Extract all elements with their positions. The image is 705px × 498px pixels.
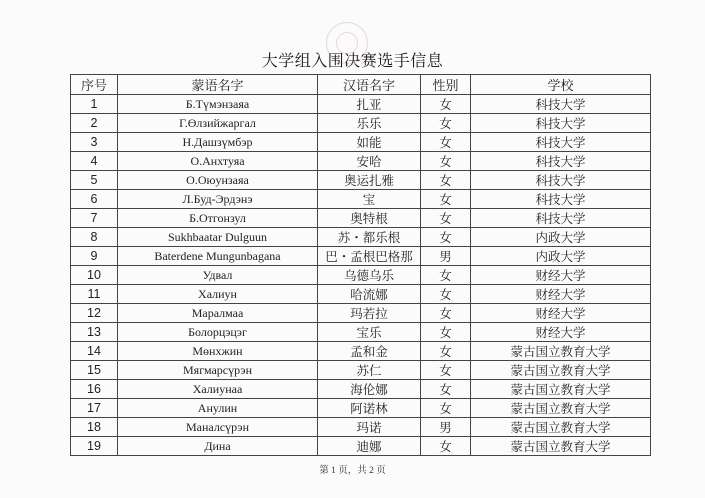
cell-index: 2	[71, 114, 118, 133]
cell-mongolian-name: Sukhbaatar Dulguun	[118, 228, 318, 247]
cell-gender: 女	[421, 228, 471, 247]
header-index: 序号	[71, 75, 118, 95]
cell-mongolian-name: Baterdene Mungunbagana	[118, 247, 318, 266]
cell-index: 11	[71, 285, 118, 304]
cell-chinese-name: 孟和金	[318, 342, 421, 361]
cell-mongolian-name: Б.Түмэнзаяа	[118, 95, 318, 114]
cell-chinese-name: 奥运扎雅	[318, 171, 421, 190]
cell-chinese-name: 海伦娜	[318, 380, 421, 399]
cell-index: 5	[71, 171, 118, 190]
cell-gender: 女	[421, 171, 471, 190]
table-row	[71, 323, 651, 342]
cell-chinese-name: 苏・都乐根	[318, 228, 421, 247]
cell-school: 内政大学	[471, 228, 651, 247]
cell-school: 内政大学	[471, 247, 651, 266]
cell-school: 蒙古国立教育大学	[471, 437, 651, 456]
table-row	[71, 361, 651, 380]
cell-school: 财经大学	[471, 304, 651, 323]
table-row	[71, 304, 651, 323]
table-row	[71, 437, 651, 456]
cell-mongolian-name: Дина	[118, 437, 318, 456]
cell-mongolian-name: Халиунаа	[118, 380, 318, 399]
cell-school: 财经大学	[471, 323, 651, 342]
cell-mongolian-name: Анулин	[118, 399, 318, 418]
cell-school: 蒙古国立教育大学	[471, 399, 651, 418]
cell-gender: 女	[421, 342, 471, 361]
table-row	[71, 380, 651, 399]
cell-school: 科技大学	[471, 133, 651, 152]
cell-chinese-name: 苏仁	[318, 361, 421, 380]
cell-chinese-name: 乐乐	[318, 114, 421, 133]
cell-chinese-name: 阿诺林	[318, 399, 421, 418]
page-footer: 第 1 页，共 2 页	[319, 466, 386, 476]
table-row	[71, 190, 651, 209]
table-row	[71, 342, 651, 361]
cell-school: 科技大学	[471, 171, 651, 190]
cell-index: 4	[71, 152, 118, 171]
cell-chinese-name: 巴・孟根巴格那	[318, 247, 421, 266]
header-mongolian-name: 蒙语名字	[118, 75, 318, 95]
cell-index: 18	[71, 418, 118, 437]
table-row	[71, 114, 651, 133]
cell-gender: 女	[421, 399, 471, 418]
cell-chinese-name: 哈流娜	[318, 285, 421, 304]
header-school: 学校	[471, 75, 651, 95]
cell-gender: 女	[421, 152, 471, 171]
cell-gender: 女	[421, 190, 471, 209]
cell-gender: 女	[421, 133, 471, 152]
cell-gender: 女	[421, 437, 471, 456]
cell-index: 12	[71, 304, 118, 323]
table-header-row	[71, 75, 651, 95]
table-row	[71, 171, 651, 190]
cell-index: 8	[71, 228, 118, 247]
cell-gender: 女	[421, 114, 471, 133]
table-row	[71, 399, 651, 418]
cell-mongolian-name: Мөнхжин	[118, 342, 318, 361]
cell-index: 10	[71, 266, 118, 285]
table-row	[71, 285, 651, 304]
cell-school: 科技大学	[471, 209, 651, 228]
cell-gender: 男	[421, 418, 471, 437]
cell-mongolian-name: Мягмарсүрэн	[118, 361, 318, 380]
cell-chinese-name: 玛若拉	[318, 304, 421, 323]
table-row	[71, 152, 651, 171]
cell-school: 蒙古国立教育大学	[471, 418, 651, 437]
table-row	[71, 266, 651, 285]
table-row	[71, 209, 651, 228]
cell-school: 财经大学	[471, 266, 651, 285]
cell-chinese-name: 乌德乌乐	[318, 266, 421, 285]
cell-index: 13	[71, 323, 118, 342]
cell-chinese-name: 奥特根	[318, 209, 421, 228]
cell-mongolian-name: Болорцэцэг	[118, 323, 318, 342]
cell-school: 科技大学	[471, 95, 651, 114]
table-row	[71, 247, 651, 266]
cell-gender: 女	[421, 285, 471, 304]
cell-index: 6	[71, 190, 118, 209]
cell-school: 财经大学	[471, 285, 651, 304]
header-gender: 性别	[421, 75, 471, 95]
cell-index: 17	[71, 399, 118, 418]
table-row	[71, 95, 651, 114]
cell-index: 16	[71, 380, 118, 399]
cell-index: 1	[71, 95, 118, 114]
cell-school: 蒙古国立教育大学	[471, 361, 651, 380]
page-title: 大学组入围决赛选手信息	[261, 53, 444, 70]
cell-school: 科技大学	[471, 152, 651, 171]
cell-chinese-name: 如能	[318, 133, 421, 152]
cell-mongolian-name: О.Анхтуяа	[118, 152, 318, 171]
cell-index: 15	[71, 361, 118, 380]
cell-mongolian-name: Маналсүрэн	[118, 418, 318, 437]
cell-gender: 女	[421, 95, 471, 114]
table-row	[71, 418, 651, 437]
cell-gender: 女	[421, 323, 471, 342]
cell-gender: 女	[421, 380, 471, 399]
cell-index: 14	[71, 342, 118, 361]
cell-index: 19	[71, 437, 118, 456]
cell-mongolian-name: Маралмаа	[118, 304, 318, 323]
cell-chinese-name: 扎亚	[318, 95, 421, 114]
cell-mongolian-name: Халиун	[118, 285, 318, 304]
cell-mongolian-name: Г.Өлзийжаргал	[118, 114, 318, 133]
cell-chinese-name: 玛诺	[318, 418, 421, 437]
cell-gender: 女	[421, 266, 471, 285]
cell-mongolian-name: О.Оюунзаяа	[118, 171, 318, 190]
finalist-table	[70, 74, 651, 456]
cell-school: 科技大学	[471, 190, 651, 209]
cell-mongolian-name: Удвал	[118, 266, 318, 285]
cell-gender: 女	[421, 209, 471, 228]
cell-mongolian-name: Б.Отгонзул	[118, 209, 318, 228]
cell-chinese-name: 宝乐	[318, 323, 421, 342]
cell-chinese-name: 宝	[318, 190, 421, 209]
cell-index: 9	[71, 247, 118, 266]
cell-gender: 女	[421, 361, 471, 380]
cell-school: 蒙古国立教育大学	[471, 342, 651, 361]
cell-school: 蒙古国立教育大学	[471, 380, 651, 399]
cell-chinese-name: 安哈	[318, 152, 421, 171]
table-row	[71, 133, 651, 152]
cell-school: 科技大学	[471, 114, 651, 133]
cell-gender: 男	[421, 247, 471, 266]
cell-mongolian-name: Н.Дашзүмбэр	[118, 133, 318, 152]
cell-chinese-name: 迪娜	[318, 437, 421, 456]
header-chinese-name: 汉语名字	[318, 75, 421, 95]
cell-index: 7	[71, 209, 118, 228]
cell-gender: 女	[421, 304, 471, 323]
cell-index: 3	[71, 133, 118, 152]
table-row	[71, 228, 651, 247]
cell-mongolian-name: Л.Буд-Эрдэнэ	[118, 190, 318, 209]
